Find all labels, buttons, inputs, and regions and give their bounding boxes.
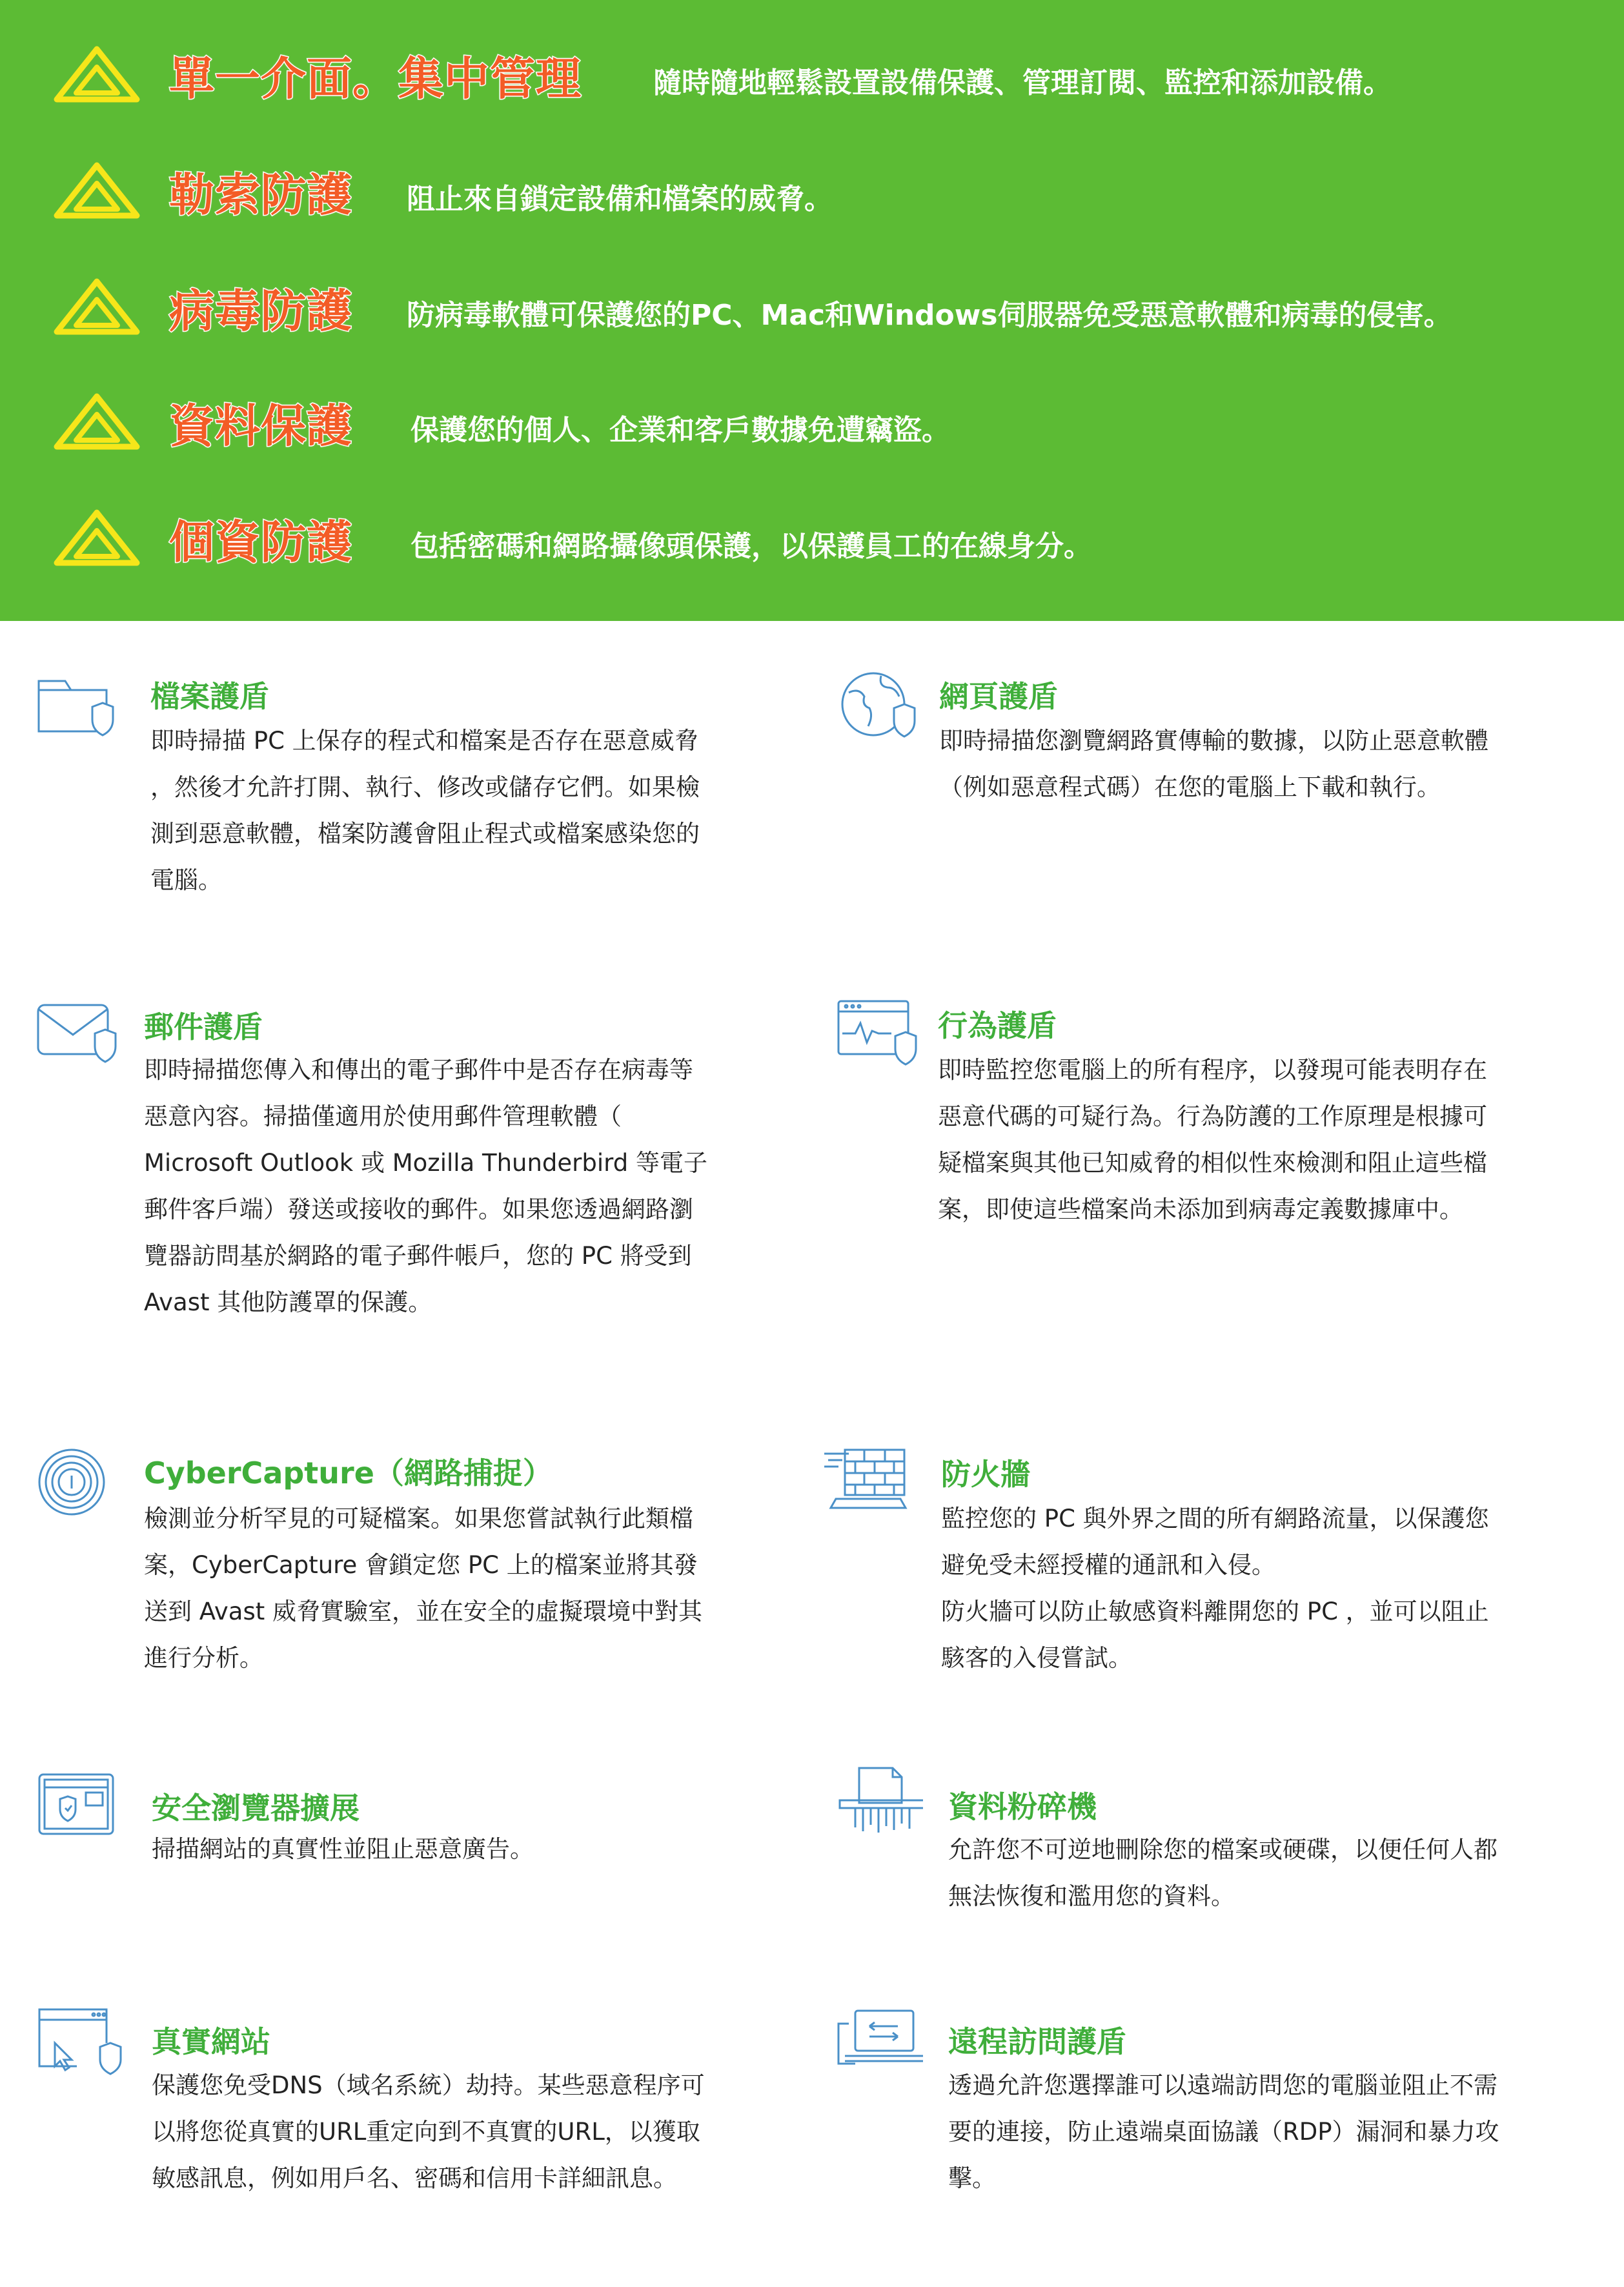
- behavior-monitor-icon: [836, 997, 923, 1068]
- remote-access-icon: [836, 2004, 923, 2075]
- feature-title: 網頁護盾: [939, 679, 1058, 714]
- banner-desc: 防病毒軟體可保護您的PC、Mac和Windows伺服器免受惡意軟體和病毒的侵害。: [407, 299, 1452, 332]
- triangle-logo-icon: [52, 392, 142, 451]
- feature-firewall: [823, 1446, 1610, 1704]
- triangle-logo-icon: [52, 45, 142, 103]
- feature-body: [948, 1827, 1497, 1920]
- feature-line: 防火牆可以防止敏感資料離開您的 PC ，並可以阻止: [941, 1598, 1489, 1625]
- feature-title: 資料粉碎機: [948, 1789, 1097, 1824]
- feature-line: 監控您的 PC 與外界之間的所有網路流量，以保護您: [941, 1505, 1489, 1532]
- globe-shield-icon: [836, 668, 923, 739]
- feature-line: 電腦。: [150, 866, 222, 894]
- feature-line: 測到惡意軟體，檔案防護會阻止程式或檔案感染您的: [150, 820, 700, 848]
- real-site-icon: [36, 2004, 123, 2075]
- feature-body: [144, 1496, 702, 1682]
- banner-row: [0, 387, 1624, 465]
- banner-desc: 阻止來自鎖定設備和檔案的威脅。: [407, 183, 833, 216]
- feature-title: 防火牆: [941, 1457, 1030, 1492]
- feature-line: 覽器訪問基於網路的電子郵件帳戶，您的 PC 將受到: [144, 1242, 692, 1270]
- banner-desc: 隨時隨地輕鬆設置設備保護、管理訂閱、監控和添加設備。: [653, 66, 1392, 99]
- banner-desc: 保護您的個人、企業和客戶數據免遭竊盜。: [411, 414, 950, 447]
- feature-real-site: [36, 2004, 810, 2217]
- mail-shield-icon: [36, 997, 123, 1068]
- folder-shield-icon: [36, 668, 123, 739]
- feature-title: 遠程訪問護盾: [948, 2024, 1126, 2059]
- feature-line: 掃描網站的真實性並阻止惡意廣告。: [152, 1835, 534, 1863]
- banner-desc: 包括密碼和網路攝像頭保護，以保護員工的在線身分。: [411, 530, 1092, 563]
- firewall-icon: [823, 1446, 910, 1517]
- feature-body: [948, 2062, 1499, 2202]
- feature-line: 案，即使這些檔案尚未添加到病毒定義數據庫中。: [938, 1195, 1463, 1223]
- feature-line: 郵件客戶端）發送或接收的郵件。如果您透過網路瀏: [144, 1195, 693, 1223]
- banner-title: 病毒防護: [169, 285, 352, 338]
- feature-body: [150, 718, 700, 904]
- banner-title: 單一介面。集中管理: [169, 52, 582, 105]
- feature-body: [152, 2062, 705, 2202]
- feature-line: 即時掃描您瀏覽網路實傳輸的數據，以防止惡意軟體: [939, 727, 1488, 755]
- feature-line: 無法恢復和濫用您的資料。: [948, 1882, 1235, 1910]
- feature-remote-access-shield: [836, 2004, 1610, 2217]
- banner-title: 勒索防護: [169, 168, 352, 221]
- feature-line: 疑檔案與其他已知威脅的相似性來檢測和阻止這些檔: [938, 1149, 1487, 1177]
- feature-line: 檢測並分析罕見的可疑檔案。如果您嘗試執行此類檔: [144, 1505, 693, 1532]
- feature-browser-extension: [36, 1772, 810, 1901]
- feature-line: 送到 Avast 威脅實驗室，並在安全的虛擬環境中對其: [144, 1598, 703, 1625]
- browser-extension-icon: [36, 1772, 123, 1843]
- feature-line: 透過允許您選擇誰可以遠端訪問您的電腦並阻止不需: [948, 2071, 1497, 2099]
- feature-title: CyberCapture（網路捕捉）: [144, 1456, 553, 1490]
- shredder-icon: [836, 1765, 923, 1836]
- banner-title: 資料保護: [169, 400, 352, 452]
- banner-row: [0, 156, 1624, 234]
- feature-line: 保護您免受DNS（域名系統）劫持。某些惡意程序可: [152, 2071, 705, 2099]
- triangle-logo-icon: [52, 161, 142, 219]
- feature-line: 進行分析。: [144, 1644, 263, 1672]
- feature-line: 要的連接，防止遠端桌面協議（RDP）漏洞和暴力攻: [948, 2118, 1499, 2146]
- banner-row: [0, 40, 1624, 117]
- feature-data-shredder: [836, 1765, 1610, 1933]
- feature-body: [938, 1047, 1487, 1233]
- feature-title: 檔案護盾: [150, 679, 269, 714]
- feature-file-shield: [36, 668, 810, 926]
- feature-behavior-shield: [836, 997, 1610, 1255]
- feature-line: 即時掃描 PC 上保存的程式和檔案是否存在惡意威脅: [150, 727, 698, 755]
- feature-line: 即時監控您電腦上的所有程序，以發現可能表明存在: [938, 1056, 1487, 1084]
- feature-mail-shield: [36, 997, 810, 1333]
- feature-body: [152, 1826, 534, 1873]
- feature-line: 以將您從真實的URL重定向到不真實的URL，以獲取: [152, 2118, 700, 2146]
- feature-title: 郵件護盾: [144, 1010, 263, 1044]
- feature-title: 行為護盾: [938, 1008, 1057, 1043]
- feature-line: ，然後才允許打開、執行、修改或儲存它們。如果檢: [150, 773, 700, 801]
- feature-body: [144, 1047, 707, 1326]
- banner-title: 個資防護: [169, 516, 352, 569]
- feature-line: Microsoft Outlook 或 Mozilla Thunderbird 等電子: [144, 1149, 707, 1177]
- feature-line: 駭客的入侵嘗試。: [941, 1644, 1132, 1672]
- feature-line: 案，CyberCapture 會鎖定您 PC 上的檔案並將其發: [144, 1551, 698, 1579]
- feature-line: 惡意內容。掃描僅適用於使用郵件管理軟體（: [144, 1103, 622, 1130]
- feature-line: （例如惡意程式碼）在您的電腦上下載和執行。: [939, 773, 1441, 801]
- cybercapture-icon: [36, 1446, 123, 1517]
- banner-row: [0, 503, 1624, 581]
- triangle-logo-icon: [52, 509, 142, 567]
- feature-line: 允許您不可逆地刪除您的檔案或硬碟，以便任何人都: [948, 1836, 1497, 1864]
- feature-web-shield: [836, 668, 1610, 801]
- triangle-logo-icon: [52, 278, 142, 336]
- feature-body: [939, 718, 1488, 811]
- feature-line: 擊。: [948, 2164, 996, 2192]
- feature-line: 惡意代碼的可疑行為。行為防護的工作原理是根據可: [938, 1103, 1487, 1130]
- feature-line: 即時掃描您傳入和傳出的電子郵件中是否存在病毒等: [144, 1056, 693, 1084]
- banner-row: [0, 272, 1624, 350]
- top-banner: [0, 0, 1624, 621]
- feature-title: 安全瀏覽器擴展: [152, 1791, 360, 1825]
- feature-line: Avast 其他防護罩的保護。: [144, 1288, 432, 1316]
- feature-cybercapture: [36, 1446, 810, 1704]
- feature-line: 避免受未經授權的通訊和入侵。: [941, 1551, 1275, 1579]
- feature-line: 敏感訊息，例如用戶名、密碼和信用卡詳細訊息。: [152, 2164, 677, 2192]
- feature-title: 真實網站: [152, 2024, 270, 2059]
- feature-body: [941, 1496, 1489, 1682]
